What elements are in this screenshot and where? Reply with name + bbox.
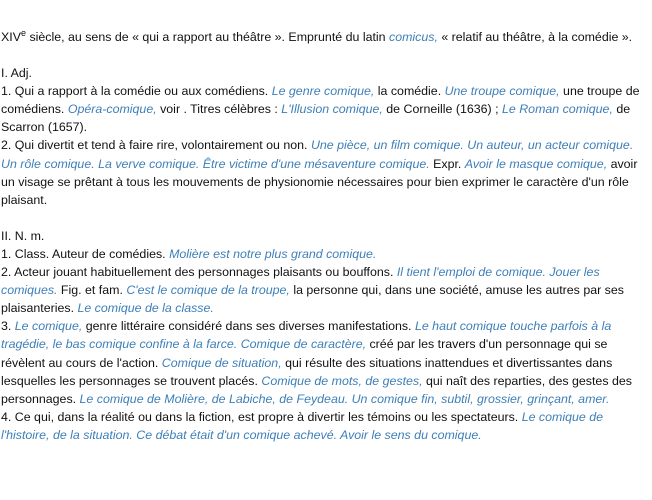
definition-text: I. Adj. [1, 66, 32, 81]
example-text: Le comique de la classe. [77, 301, 214, 316]
section-adj-heading [1, 64, 651, 82]
superscript: e [20, 27, 26, 38]
paragraph-gap [1, 209, 651, 227]
definition-text: genre littéraire considéré dans ses diverses manifestations. [82, 319, 415, 334]
definition-text: XIV [1, 30, 21, 44]
dictionary-entry [1, 28, 651, 444]
example-text: Comique de situation, [161, 355, 282, 370]
definition-text: Expr. [429, 156, 465, 171]
noun-sense-3 [1, 317, 651, 407]
definition-text: Fig. et fam. [57, 283, 127, 298]
adj-sense-2 [1, 136, 651, 208]
definition-text: siècle, au sens de « qui a rapport au théâtre ». Emprunté du latin [26, 30, 389, 44]
definition-text: 3. [1, 319, 15, 334]
example-text: Une troupe comique, [444, 84, 560, 99]
example-text: L'Illusion comique, [281, 102, 383, 117]
example-text: Le comique de l'histoire, de la situation. Ce débat était d'un comique achevé. Avoir le sens du comique. [1, 409, 603, 442]
example-text: Le genre comique, [271, 84, 375, 99]
example-text: Molière est notre plus grand comique. [169, 246, 377, 261]
example-text: Le haut comique touche parfois à la tragédie, le bas comique confine à la farce. Comique de caractère, [1, 319, 612, 352]
example-text: Le comique de Molière, de Labiche, de Feydeau. Un comique fin, subtil, grossier, grinçant, amer. [79, 391, 610, 406]
example-text: C'est le comique de la troupe, [126, 283, 290, 298]
definition-text: 1. Qui a rapport à la comédie ou aux comédiens. [1, 84, 272, 99]
definition-text: avoir un visage se prêtant à tous les mouvements de physionomie nécessaires pour bien exprimer le caractère d'un rôle plaisant. [1, 156, 638, 207]
definition-text: « relatif au théâtre, à la comédie ». [437, 30, 633, 44]
example-text: Le comique, [14, 319, 83, 334]
definition-text: 4. Ce qui, dans la réalité ou dans la fiction, est propre à divertir les témoins ou les spectateurs. [1, 409, 522, 424]
example-text: Le Roman comique, [502, 102, 613, 117]
definition-text: une troupe de comédiens. [1, 84, 640, 117]
definition-text: créé par les travers d'un personnage qui se révèlent au cours de l'action. [1, 337, 608, 370]
example-text: Opéra-comique, [67, 102, 157, 117]
definition-text: qui naît des reparties, des gestes des personnages. [1, 373, 632, 406]
example-text: Il tient l'emploi de comique. Jouer les comiques. [1, 265, 600, 298]
paragraph-gap [1, 46, 651, 64]
definition-text: voir . Titres célèbres : [156, 102, 282, 117]
definition-text: II. N. m. [1, 228, 45, 243]
definition-text: 2. Qui divertit et tend à faire rire, volontairement ou non. [1, 138, 311, 153]
etymology [1, 28, 651, 46]
definition-text: de Scarron (1657). [1, 102, 631, 135]
definition-text: de Corneille (1636) ; [382, 102, 502, 117]
example-text: Avoir le masque comique, [464, 156, 608, 171]
definition-text: 2. Acteur jouant habituellement des personnages plaisants ou bouffons. [1, 265, 397, 280]
example-text: Une pièce, un film comique. Un auteur, un acteur comique. Un rôle comique. La verve comique. Être victime d'une mésaventure comique. [1, 138, 634, 171]
definition-text: 1. Class. Auteur de comédies. [1, 246, 170, 261]
adj-sense-1 [1, 82, 651, 136]
definition-text: qui résulte des situations inattendues et divertissantes dans lesquelles les personnages se trouvent placés. [1, 355, 613, 388]
definition-text: la comédie. [374, 84, 445, 99]
noun-sense-1 [1, 245, 651, 263]
example-text: comicus, [389, 30, 438, 44]
example-text: Comique de mots, de gestes, [261, 373, 423, 388]
noun-sense-4 [1, 408, 651, 444]
section-noun-heading [1, 227, 651, 245]
noun-sense-2 [1, 263, 651, 317]
definition-text: la personne qui, dans une société, amuse les autres par ses plaisanteries. [1, 283, 624, 316]
